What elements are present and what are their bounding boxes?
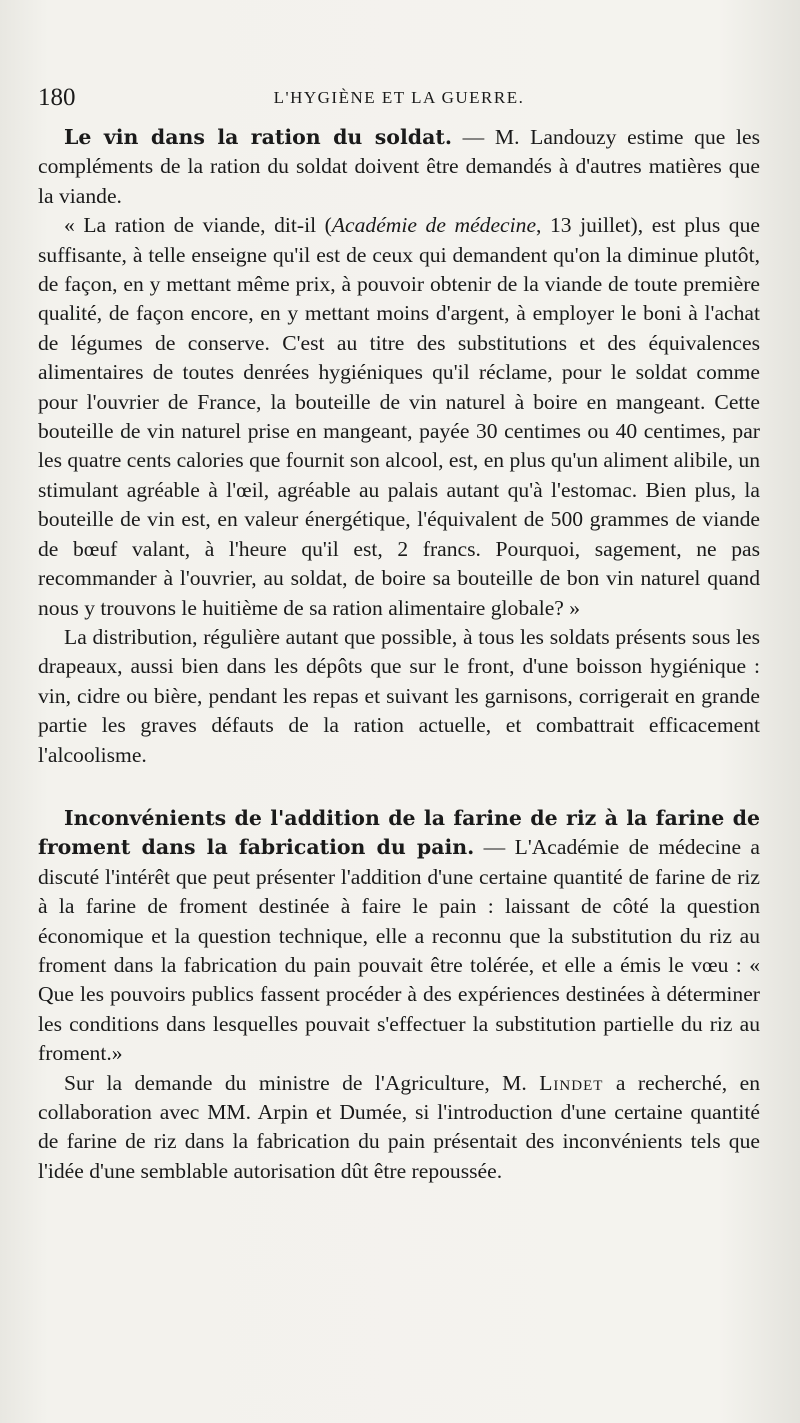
section2-title: Inconvénients de l'addition de la farine de riz à la farine de froment dans la fabrication du pain. [38,805,760,860]
section1-intro: — M. Landouzy estime que les compléments de la ration du soldat doivent être demandés à d'autres matières que la viande. [38,125,760,208]
running-head [38,84,760,114]
quote-start: « La ration de viande, dit-il ( [64,213,332,238]
section2-paragraph1 [38,804,760,1069]
section2-paragraph2 [38,1069,760,1187]
section-gap [38,770,760,804]
section2-intro: — L'Académie de médecine a discuté l'intérêt que peut présenter l'addition d'une certaine quantité de farine de riz à la farine de froment destinée à faire le pain : laissant de côté la question économique et la question technique, elle a reconnu que la substitution du riz au froment dans la fabrication du pain pouvait être tolérée, et elle a émis le vœu : « Que les pouvoirs publics fassent procéder à des expériences destinées à déterminer les conditions dans lesquelles pouvait s'effectuer la substitution partielle du riz au froment.» [38,835,761,1066]
section1-paragraph1 [38,123,760,211]
quote-rest: , 13 juillet), est plus que suffisante, à telle enseigne qu'il est de ceux qui demandent qu'on la diminue plutôt, de façon, en y mettant même prix, à pouvoir obtenir de la viande de toute première qualité, de façon encore, en y mettant moins d'argent, à employer le boni à l'achat de légumes de conserve. C'est au titre des substitutions et des équivalences alimentaires de toutes denrées hygiéniques qu'il réclame, pour le soldat comme pour l'ouvrier de France, la bouteille de vin naturel à boire en mangeant. Cette bouteille de vin naturel prise en mangeant, payée 30 centimes ou 40 centimes, par les quatre cents calories que fournit son alcool, est, en plus qu'un aliment alibile, un stimulant agréable à l'œil, agréable au palais autant qu'à l'estomac. Bien plus, la bouteille de vin est, en valeur énergétique, l'équivalent de 500 grammes de viande de bœuf valant, à l'heure qu'il est, 2 francs. Pourquoi, sagement, ne pas recommander à l'ouvrier, au soldat, de boire sa bouteille de bon vin naturel quand nous y trouvons le huitième de sa ration alimentaire globale? » [38,213,760,620]
running-title: L'HYGIÈNE ET LA GUERRE. [273,88,525,107]
author-name-lindet: Lindet [539,1070,604,1095]
section2-p2-rest: a recherché, en collaboration avec MM. Arpin et Dumée, si l'introduction d'une certaine quantité de farine de riz dans la fabrication du pain présentait des inconvénients tels que l'idée d'une semblable autorisation dût être repoussée. [38,1070,760,1183]
page-number: 180 [38,84,76,111]
body-text [38,123,760,1186]
section2-p2-start: Sur la demande du ministre de l'Agriculture, M. [64,1070,540,1095]
quote-source: Académie de médecine [331,213,537,238]
section1-paragraph2: La distribution, régulière autant que possible, à tous les soldats présents sous les drapeaux, aussi bien dans les dépôts que sur le front, d'une boisson hygiénique : vin, cidre ou bière, pendant les repas et suivant les garnisons, corrigerait en grande partie les graves défauts de la ration actuelle, et combattrait efficacement l'alcoolisme. [38,624,760,767]
section1-title: Le vin dans la ration du soldat. [64,125,452,149]
section1-quote-paragraph [38,211,760,623]
